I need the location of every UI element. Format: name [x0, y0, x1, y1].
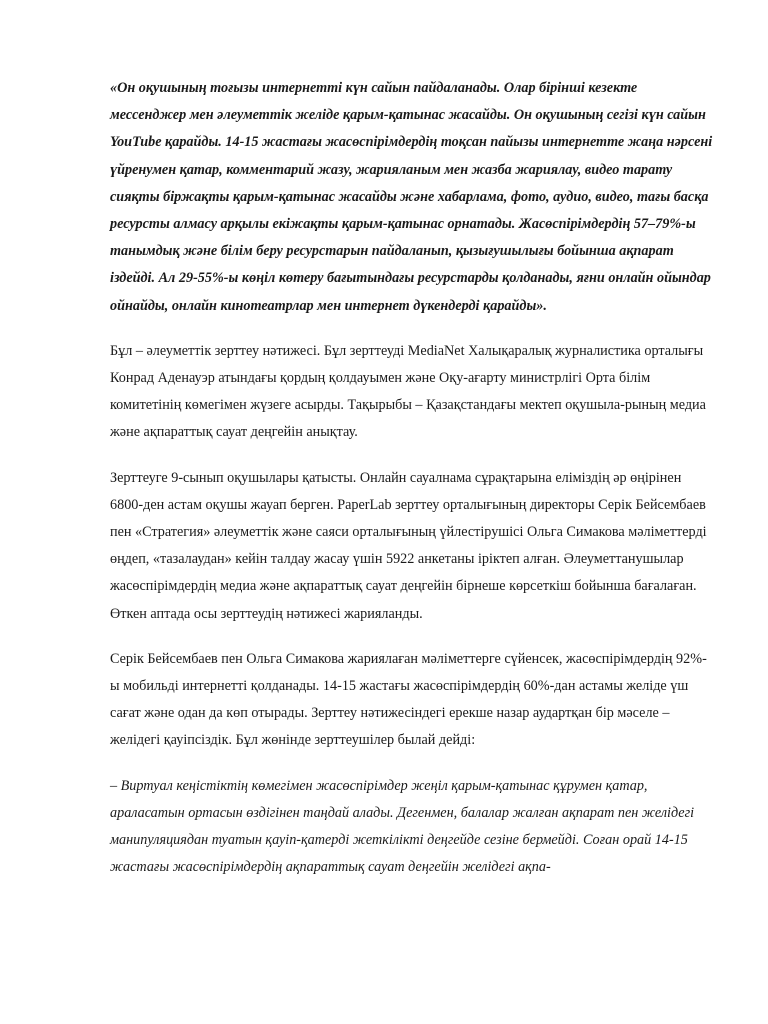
intro-quote-paragraph: «Он оқушының тоғызы интернетті күн сайын пайдаланады. Олар бірінші кезекте мессенджер мен әлеуметтік желіде қарым-қатынас жасайды. Он оқушының сегізі күн сайын YouTube қарайды. 14-15 жастағы жасөспірімдердің тоқсан пайызы интернетте жаңа нәрсені үйренумен қатар, комментарий жазу, жарияланым мен жазба жариялау, видео тарату сияқты біржақты қарым-қатынас жасайды және хабарлама, фото, аудио, видео, тағы басқа ресурсты алмасу арқылы екіжақты қарым-қатынас орнатады. Жасөспірімдердің 57–79%-ы танымдық және білім беру ресурстарын пайдаланып, қызығушылығы бойынша ақпарат іздейді. Ал 29-55%-ы көңіл көтеру бағытындағы ресурстарды қолданады, яғни онлайн ойындар ойнайды, онлайн кинотеатрлар мен интернет дүкендерді қарайды».: [110, 80, 713, 314]
document-body: [110, 75, 715, 899]
researchers-quote-paragraph: – Виртуал кеңістіктің көмегімен жасөспірімдер жеңіл қарым-қатынас құрумен қатар, араласатын ортасын өздігінен таңдай алады. Дегенмен, балалар жалған ақпарат пен желідегі манипуляциядан туатын қауіп-қатерді жеткілікті деңгейде сезіне бермейді. Соған орай 14-15 жастағы жасөспірімдердің ақпараттық сауат деңгейін желідегі ақпа-: [110, 777, 695, 876]
research-findings-paragraph: Серік Бейсембаев пен Ольга Симакова жариялаған мәліметтерге сүйенсек, жасөспірімдердің 92%-ы мобильді интернетті қолданады. 14-15 жастағы жасөспірімдердің 60%-дан астамы желіде үш сағат және одан да көп отырады. Зерттеу нәтижесіндегі ерекше назар аудартқан бір мәселе – желідегі қауіпсіздік. Бұл жөнінде зерттеушілер былай дейді:: [110, 650, 707, 749]
research-method-paragraph: Зерттеуге 9-сынып оқушылары қатысты. Онлайн сауалнама сұрақтарына еліміздің әр өңірінен 6800-ден астам оқушы жауап берген. PaperLab зерттеу орталығының директоры Серік Бейсембаев пен «Стратегия» әлеуметтік және саяси орталығының үйлестірушісі Ольга Симакова мәліметтерді өңдеп, «тазалаудан» кейін талдау жасау үшін 5922 анкетаны іріктеп алған. Әлеуметтанушылар жасөспірімдердің медиа және ақпараттық сауат деңгейін бірнеше көрсеткіш бойынша бағалаған. Өткен аптада осы зерттеудің нәтижесі жарияланды.: [110, 469, 707, 622]
research-source-paragraph: Бұл – әлеуметтік зерттеу нәтижесі. Бұл зерттеуді MediaNet Халықаралық журналистика орталығы Конрад Аденауэр атындағы қордың қолдауымен және Оқу-ағарту министрлігі Орта білім комитетінің көмегімен жүзеге асырды. Тақырыбы – Қазақстандағы мектеп оқушыла-рының медиа және ақпараттық сауат деңгейін анықтау.: [110, 342, 706, 441]
